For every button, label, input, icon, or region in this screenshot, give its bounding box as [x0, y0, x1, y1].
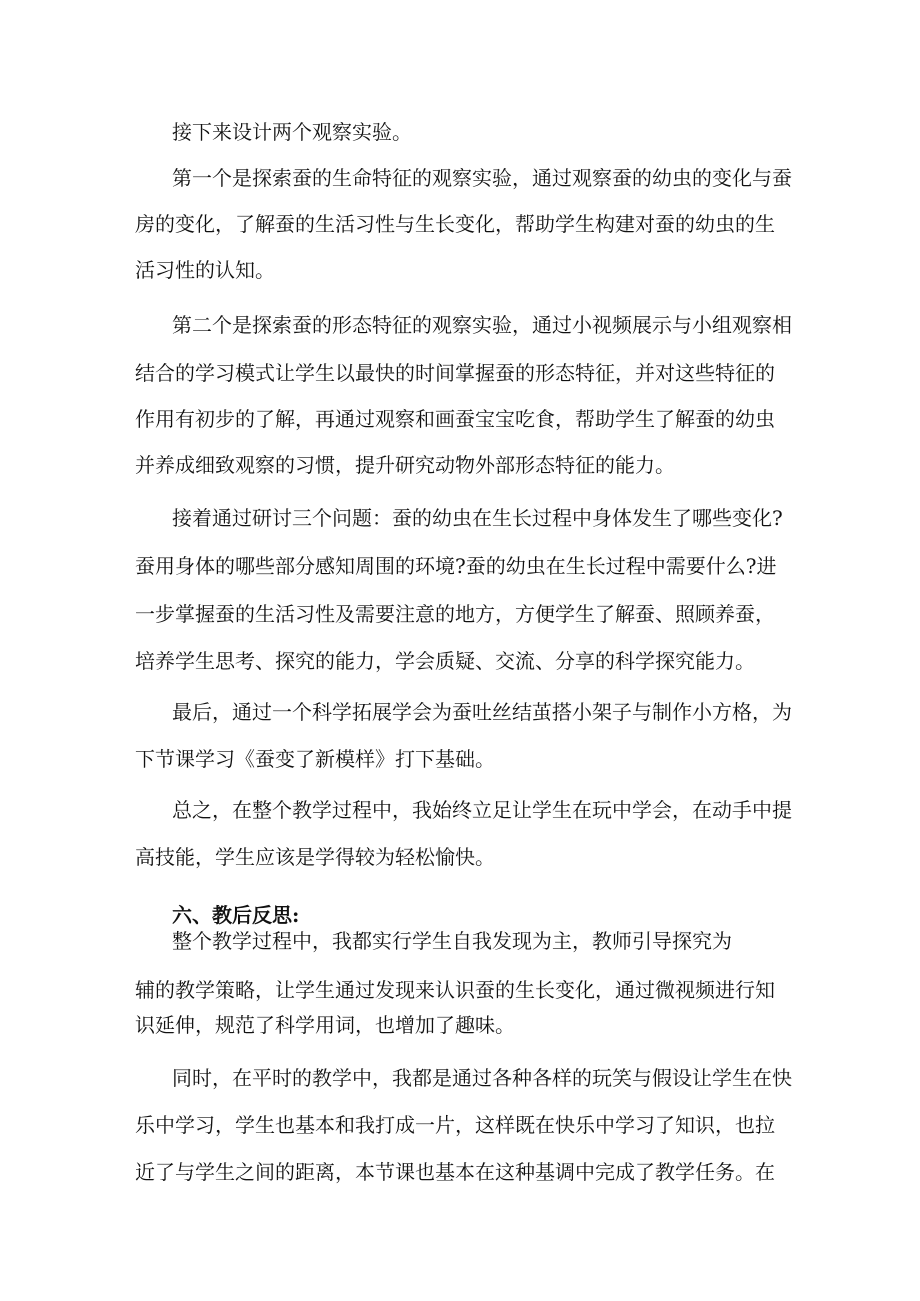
text-line: 结合的学习模式让学生以最快的时间掌握蚕的形态特征，并对这些特征的	[135, 361, 775, 385]
paragraph-discussion	[0, 498, 920, 538]
paragraph-second-experiment	[0, 305, 920, 345]
section-heading-text: 六、教后反思:	[172, 903, 300, 927]
paragraph-reflection-cont	[0, 970, 920, 1010]
paragraph-discussion-cont	[0, 641, 920, 681]
paragraph-summary-cont	[0, 837, 920, 877]
text-line: 高技能，学生应该是学得较为轻松愉快。	[135, 845, 495, 869]
paragraph-discussion-cont	[0, 546, 920, 586]
text-line: 接下来设计两个观察实验。	[172, 120, 412, 144]
text-line: 识延伸，规范了科学用词，也增加了趣味。	[135, 1013, 515, 1037]
paragraph-reflection	[0, 921, 920, 961]
paragraph-extension	[0, 692, 920, 732]
text-line: 房的变化，了解蚕的生活习性与生长变化，帮助学生构建对蚕的幼虫的生	[135, 212, 775, 236]
text-line: 培养学生思考、探究的能力，学会质疑、交流、分享的科学探究能力。	[135, 649, 755, 673]
text-line: 并养成细致观察的习惯，提升研究动物外部形态特征的能力。	[135, 453, 675, 477]
text-line: 总之，在整个教学过程中，我始终立足让学生在玩中学会，在动手中提	[172, 798, 792, 822]
text-line: 乐中学习，学生也基本和我打成一片，这样既在快乐中学习了知识，也拉	[135, 1113, 775, 1137]
text-line: 蚕用身体的哪些部分感知周围的环境?蚕的幼虫在生长过程中需要什么?进	[135, 554, 777, 578]
paragraph-first-experiment-cont	[0, 250, 920, 290]
paragraph-reflection-cont	[0, 1005, 920, 1045]
paragraph-first-experiment-cont	[0, 204, 920, 244]
paragraph-summary	[0, 790, 920, 830]
text-line: 作用有初步的了解，再通过观察和画蚕宝宝吃食，帮助学生了解蚕的幼虫	[135, 407, 775, 431]
text-line: 第一个是探索蚕的生命特征的观察实验，通过观察蚕的幼虫的变化与蚕	[172, 166, 792, 190]
paragraph-second-experiment-cont	[0, 399, 920, 439]
paragraph-meanwhile-cont	[0, 1152, 920, 1192]
text-line: 近了与学生之间的距离，本节课也基本在这种基调中完成了教学任务。在	[135, 1160, 775, 1184]
text-line: 第二个是探索蚕的形态特征的观察实验，通过小视频展示与小组观察相	[172, 313, 792, 337]
text-line: 最后，通过一个科学拓展学会为蚕吐丝结茧搭小架子与制作小方格，为	[172, 700, 792, 724]
text-line: 同时，在平时的教学中，我都是通过各种各样的玩笑与假设让学生在快	[172, 1066, 792, 1090]
text-line: 一步掌握蚕的生活习性及需要注意的地方，方便学生了解蚕、照顾养蚕，	[135, 602, 775, 626]
paragraph-discussion-cont	[0, 594, 920, 634]
text-line: 整个教学过程中，我都实行学生自我发现为主，教师引导探究为	[172, 929, 732, 953]
text-line: 辅的教学策略，让学生通过发现来认识蚕的生长变化，通过微视频进行知	[135, 978, 775, 1002]
paragraph-second-experiment-cont	[0, 353, 920, 393]
paragraph-first-experiment	[0, 158, 920, 198]
text-line: 下节课学习《蚕变了新模样》打下基础。	[135, 747, 495, 771]
text-line: 活习性的认知。	[135, 258, 275, 282]
text-line: 接着通过研讨三个问题：蚕的幼虫在生长过程中身体发生了哪些变化?	[172, 506, 783, 530]
paragraph-meanwhile	[0, 1058, 920, 1098]
paragraph-extension-cont	[0, 739, 920, 779]
paragraph-meanwhile-cont	[0, 1105, 920, 1145]
paragraph-intro	[0, 112, 920, 152]
paragraph-second-experiment-cont	[0, 445, 920, 485]
